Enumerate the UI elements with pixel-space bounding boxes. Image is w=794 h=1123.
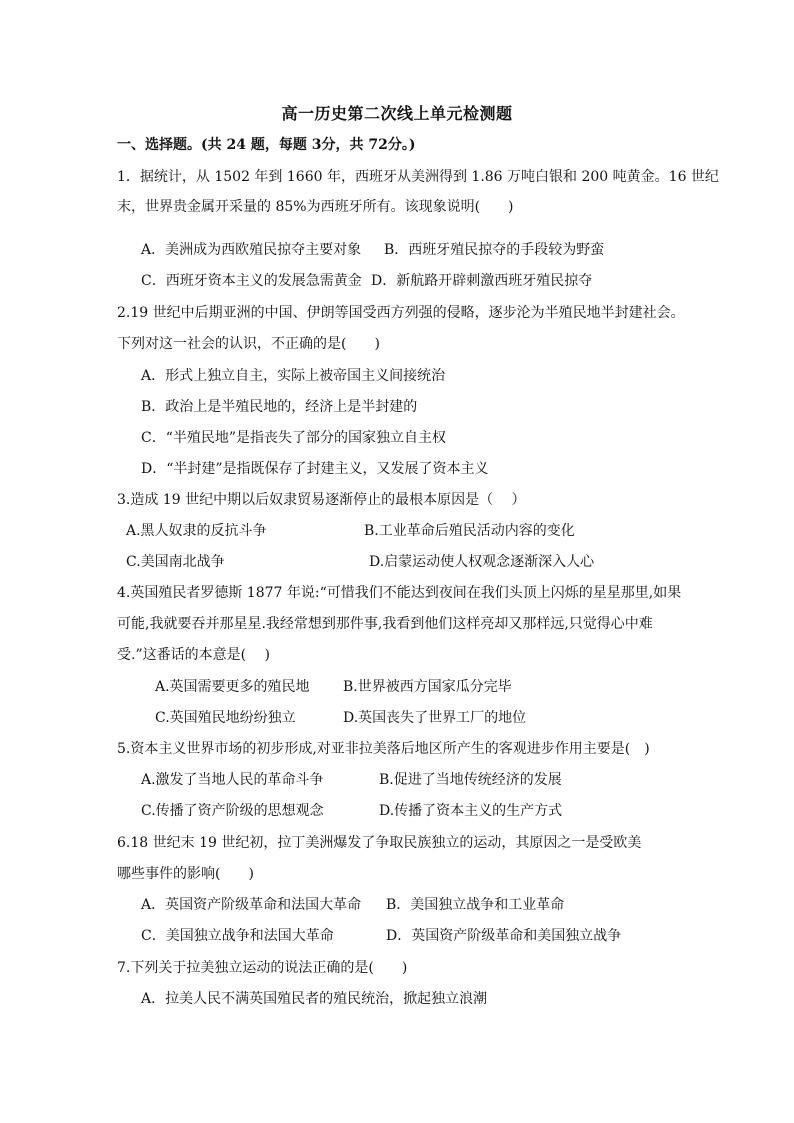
- question-6-option-c: C．美国独立战争和法国大革命: [141, 928, 334, 944]
- question-1-option-d: D．新航路开辟刺激西班牙殖民掠夺: [371, 273, 593, 289]
- question-1-option-c: C．西班牙资本主义的发展急需黄金: [141, 273, 362, 289]
- question-2-stem-line-1: 2.19 世纪中后期亚洲的中国、伊朗等国受西方列强的侵略，逐步沦为半殖民地半封建社会。: [117, 305, 685, 321]
- question-4-stem-line-1: 4.英国殖民者罗德斯 1877 年说:“可惜我们不能达到夜间在我们头顶上闪烁的星星那里,如果: [117, 585, 682, 601]
- question-2-option-b: B．政治上是半殖民地的，经济上是半封建的: [141, 399, 418, 415]
- question-1-option-a: A．美洲成为西欧殖民掠夺主要对象: [141, 242, 362, 258]
- question-4-option-d: D.英国丧失了世界工厂的地位: [343, 710, 527, 726]
- question-4-stem-line-3: 受.”这番话的本意是( ): [117, 647, 270, 663]
- question-3-option-c: C.美国南北战争: [126, 554, 225, 570]
- question-7-stem: 7.下列关于拉美独立运动的说法正确的是( ): [117, 960, 408, 976]
- question-6-stem-line-1: 6.18 世纪末 19 世纪初，拉丁美洲爆发了争取民族独立的运动，其原因之一是受欧美: [117, 835, 642, 851]
- question-6-option-b: B．美国独立战争和工业革命: [386, 897, 565, 913]
- question-5-option-a: A.激发了当地人民的革命斗争: [141, 772, 324, 788]
- question-3-option-b: B.工业革命后殖民活动内容的变化: [364, 523, 575, 539]
- question-2-option-d: D．“半封建”是指既保存了封建主义，又发展了资本主义: [141, 461, 489, 477]
- question-1-stem-line-2: 末，世界贵金属开采量的 85%为西班牙所有。该现象说明( ): [117, 199, 514, 215]
- section-heading: 一、选择题。(共 24 题，每题 3分，共 72分。): [117, 137, 416, 153]
- question-2-option-a: A．形式上独立自主，实际上被帝国主义间接统治: [141, 368, 446, 384]
- question-4-option-b: B.世界被西方国家瓜分完毕: [343, 679, 512, 695]
- question-2-stem-line-2: 下列对这一社会的认识，不正确的是( ): [117, 336, 380, 352]
- question-5-option-d: D.传播了资本主义的生产方式: [379, 803, 563, 819]
- question-6-option-a: A．英国资产阶级革命和法国大革命: [141, 897, 362, 913]
- question-4-stem-line-2: 可能,我就要吞并那星星.我经常想到那件事,我看到他们这样亮却又那样远,只觉得心中难: [117, 616, 653, 632]
- question-6-option-d: D．英国资产阶级革命和美国独立战争: [386, 928, 622, 944]
- question-1-stem-line-1: 1．据统计，从 1502 年到 1660 年，西班牙从美洲得到 1.86 万吨白银和 200 吨黄金。16 世纪: [117, 169, 719, 185]
- question-5-option-c: C.传播了资产阶级的思想观念: [141, 803, 324, 819]
- question-7-option-a: A．拉美人民不满英国殖民者的殖民统治，掀起独立浪潮: [141, 991, 488, 1007]
- question-4-option-a: A.英国需要更多的殖民地: [155, 679, 310, 695]
- question-3-option-d: D.启蒙运动使人权观念逐渐深入人心: [369, 554, 595, 570]
- question-5-option-b: B.促进了当地传统经济的发展: [379, 772, 562, 788]
- document-title: 高一历史第二次线上单元检测题: [281, 104, 513, 123]
- question-2-option-c: C．“半殖民地”是指丧失了部分的国家独立自主权: [141, 430, 447, 446]
- question-3-stem: 3.造成 19 世纪中期以后奴隶贸易逐渐停止的最根本原因是（ ）: [117, 492, 526, 508]
- question-6-stem-line-2: 哪些事件的影响( ): [117, 866, 254, 882]
- question-5-stem: 5.资本主义世界市场的初步形成,对亚非拉美落后地区所产生的客观进步作用主要是( ): [117, 741, 650, 757]
- question-1-option-b: B．西班牙殖民掠夺的手段较为野蛮: [384, 242, 605, 258]
- question-3-option-a: A.黑人奴隶的反抗斗争: [126, 523, 267, 539]
- question-4-option-c: C.英国殖民地纷纷独立: [155, 710, 296, 726]
